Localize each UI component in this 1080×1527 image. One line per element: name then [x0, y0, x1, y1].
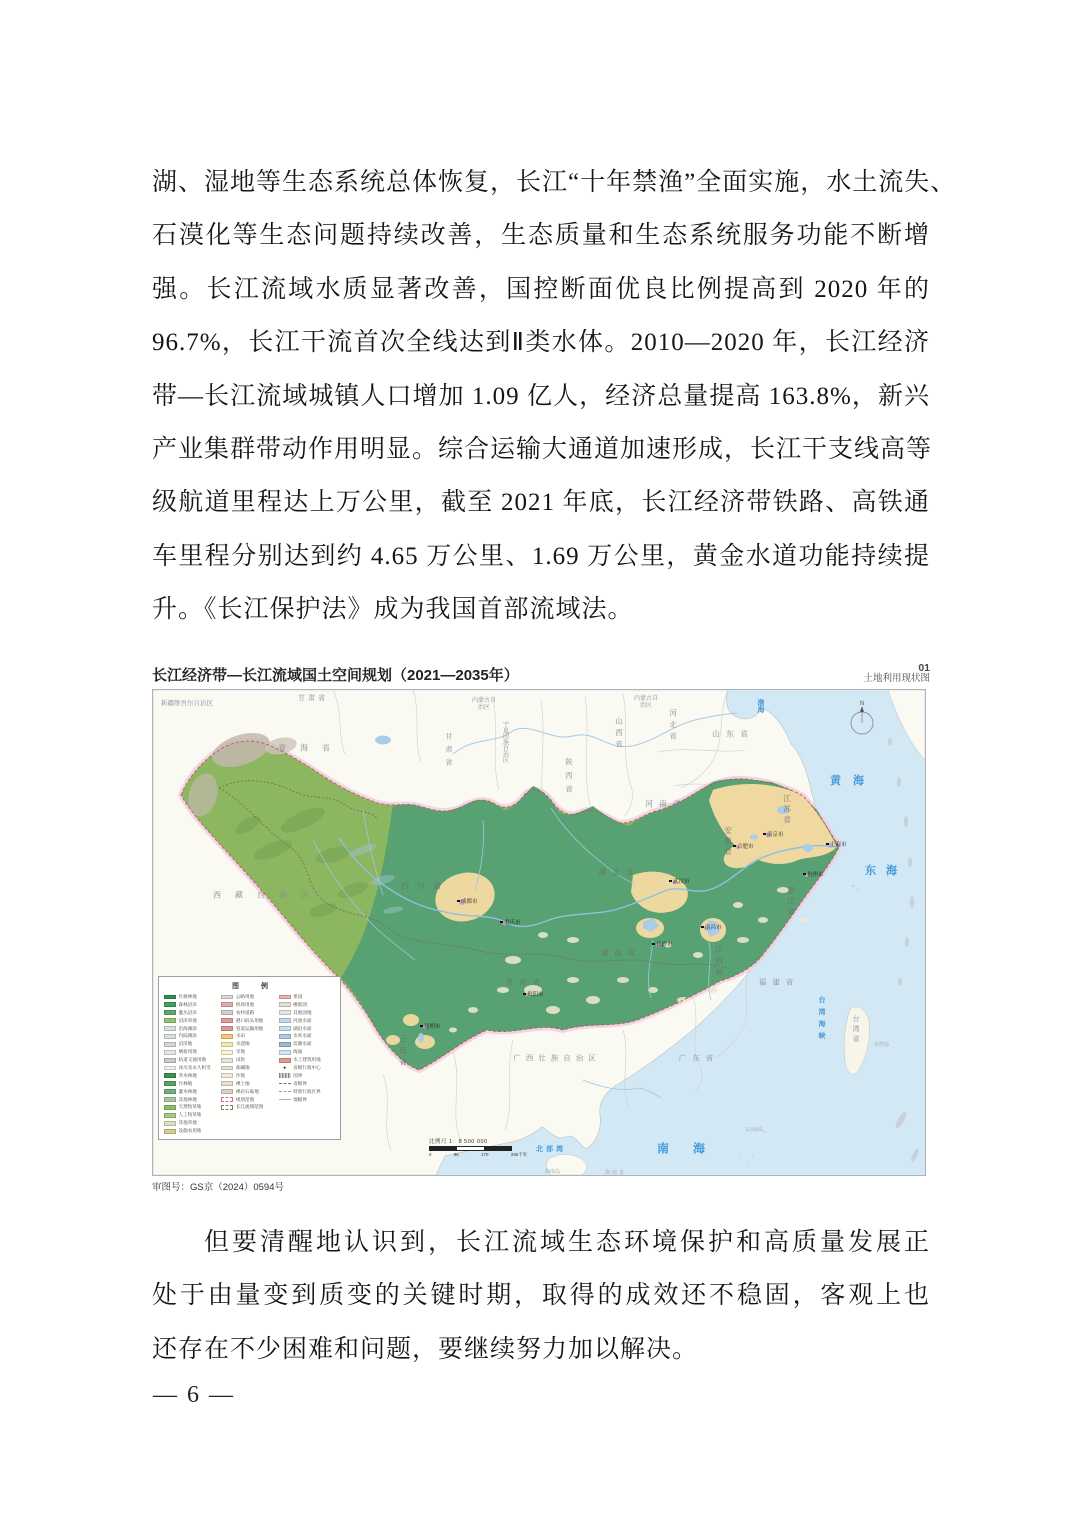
legend-swatch: [164, 1081, 176, 1086]
legend-swatch: [279, 1018, 291, 1023]
label-xinjiang: 新疆维吾尔自治区: [161, 699, 213, 707]
legend-item: [164, 1128, 221, 1134]
legend-item: [279, 1041, 336, 1047]
legend-item: [164, 1104, 221, 1110]
legend-item: [279, 1081, 336, 1087]
figure-index-caption: 土地利用现状图: [863, 673, 930, 685]
figure-title: 长江经济带—长江流域国土空间规划（2021—2035年）: [152, 666, 519, 684]
legend-item-label: 沼泽草地: [178, 1017, 197, 1023]
legend-item-label: 水工建筑用地: [293, 1057, 321, 1063]
legend-item: [221, 1018, 278, 1024]
legend-item: [164, 1049, 221, 1055]
legend-item-label: 田坎: [235, 1057, 246, 1063]
city-nanjing: 南京市: [763, 830, 784, 838]
legend-swatch: [279, 1002, 291, 1007]
legend-swatch: [279, 1034, 291, 1039]
legend-item-label: 国界: [293, 1072, 303, 1078]
label-sichuan: 四川省: [401, 881, 449, 891]
label-south-china-sea: 南海: [656, 1141, 730, 1156]
legend-item: [221, 1010, 278, 1016]
text-line: 产业集群带动作用明显。综合运输大通道加速形成，长江干支线高等: [152, 435, 933, 463]
label-yellow-sea: 黄海: [830, 774, 876, 787]
legend-swatch: [164, 1002, 176, 1007]
legend-swatch: [164, 1121, 176, 1126]
legend-item: [279, 1097, 336, 1103]
legend-item: [279, 1002, 336, 1008]
label-east-china-sea: 东海: [865, 864, 907, 877]
legend-item-label: 河流水面: [293, 1017, 312, 1023]
legend-item: [279, 1089, 336, 1095]
label-fujian: 福建省: [758, 977, 800, 987]
city-kunming: 昆明市: [420, 1022, 441, 1030]
legend-swatch: [221, 1034, 233, 1039]
city-chongqing: 重庆市: [500, 918, 521, 926]
legend-item-label: 湖泊水面: [293, 1025, 312, 1031]
city-hefei: 合肥市: [733, 842, 754, 850]
label-hunan: 湖南省: [600, 948, 642, 958]
legend-item-label: 其他园地: [293, 1009, 312, 1015]
legend-swatch: [164, 1073, 176, 1078]
label-taiwan-strait: 台湾海峡: [818, 995, 825, 1044]
label-jiangsu: 江苏省: [782, 794, 792, 826]
legend-swatch: [164, 1089, 176, 1094]
legend-item-label: 裸土地: [235, 1080, 250, 1086]
legend-item-label: 内陆滩涂: [178, 1033, 197, 1039]
city-wuhan: 武汉市: [669, 877, 690, 885]
legend-swatch: [221, 1058, 233, 1063]
legend-item: [221, 1002, 278, 1008]
text-line: 还存在不少困难和问题，要继续努力加以解决。: [152, 1335, 699, 1363]
legend-swatch: [221, 1010, 233, 1015]
label-guizhou: 贵州省: [505, 977, 547, 987]
legend-item: [164, 1097, 221, 1103]
legend-item-label: 灌木林地: [178, 1088, 197, 1094]
legend-item-label: 港口码头用地: [235, 1017, 264, 1023]
text-line: 96.7%，长江干流首次全线达到Ⅱ类水体。2010—2020 年，长江经济: [152, 329, 930, 357]
legend-item-label: 水田: [235, 1033, 246, 1039]
legend-item-label: 盐碱地: [235, 1065, 250, 1070]
map-figure: [152, 662, 930, 1193]
legend-item-label: 沙地: [235, 1072, 246, 1078]
legend-swatch: [279, 1058, 291, 1063]
label-xizang: 西藏自治区: [213, 890, 323, 900]
legend-swatch: [164, 1050, 176, 1055]
legend-item-label: 旱地: [235, 1049, 246, 1055]
legend-item-label: 轨道交通用地: [178, 1057, 207, 1063]
legend-item-label: 沼泽地: [178, 1041, 193, 1047]
legend-item-label: 水浇地: [235, 1041, 250, 1047]
label-qinghai: 青海省: [278, 743, 344, 753]
label-dongsha-islands: 东沙群岛: [745, 1126, 763, 1132]
legend-swatch: [164, 1034, 176, 1039]
legend-item-label: 天然牧草地: [178, 1104, 202, 1110]
legend-item: [279, 1049, 336, 1055]
legend-item-label: 海面: [293, 1049, 303, 1055]
legend-item: [221, 1049, 278, 1055]
label-hainan-island: 海南岛: [545, 1168, 561, 1175]
legend-item: [164, 1081, 221, 1087]
legend-item: [221, 1041, 278, 1047]
legend-item: [279, 1057, 336, 1063]
legend-swatch: [164, 1010, 176, 1015]
text-line: 级航道里程达上万公里，截至 2021 年底，长江经济带铁路、高铁通: [152, 489, 930, 517]
legend-swatch: [279, 1099, 291, 1100]
legend-item-label: 竹林地: [178, 1080, 193, 1086]
legend-item: [221, 1026, 278, 1032]
legend-swatch: [221, 995, 233, 1000]
scale-bar-graphic: [429, 1146, 512, 1151]
city-changsha: 长沙市: [652, 940, 673, 948]
legend-item: [279, 1073, 336, 1079]
label-hebei: 河北省: [668, 708, 678, 744]
legend-item-label: 规划范围: [235, 1096, 255, 1102]
legend-swatch: [221, 1018, 233, 1023]
legend-item-label: 果园: [293, 993, 303, 999]
legend-swatch: [221, 1105, 233, 1110]
legend-swatch: [164, 995, 176, 1000]
legend-swatch: [164, 1097, 176, 1102]
legend-swatch: [164, 1042, 176, 1047]
legend-item-label: 公路用地: [235, 993, 255, 999]
label-anhui: 安徽省: [723, 826, 733, 858]
legend-swatch: [221, 1073, 233, 1078]
city-nanchang: 南昌市: [701, 923, 722, 931]
legend-swatch: [279, 1073, 291, 1078]
legend-swatch: [164, 1129, 176, 1134]
legend-swatch: [164, 1026, 176, 1031]
label-gansu-right: 甘肃省: [445, 732, 452, 772]
label-neimenggu-1: 内蒙古自治区: [471, 697, 496, 712]
legend-item: [221, 994, 278, 1000]
legend-item-label: 橡胶园: [293, 1001, 307, 1007]
legend-item-label: 省级界: [293, 1080, 307, 1086]
label-guangxi: 广西壮族自治区: [513, 1053, 601, 1063]
legend-item: [164, 1033, 221, 1039]
legend-swatch: [221, 1081, 233, 1086]
legend-item: [164, 994, 221, 1000]
label-taiwan: 台湾省: [852, 1014, 859, 1045]
legend-item-label: 地级界: [293, 1096, 307, 1102]
city-chengdu: 成都市: [457, 897, 478, 905]
legend-swatch: [164, 1058, 176, 1063]
label-neimenggu-2: 内蒙古自治区: [633, 695, 658, 710]
label-zhejiang: 浙江省: [786, 886, 796, 918]
legend-item-label: 长江流域范围: [235, 1104, 264, 1110]
legend-item: [221, 1089, 278, 1095]
legend-swatch: [279, 1091, 291, 1092]
legend-item-label: 坑塘水面: [293, 1041, 312, 1047]
label-ningxia: 宁夏回族自治区: [501, 720, 508, 763]
city-guiyang: 贵阳市: [523, 990, 544, 998]
label-guangdong: 广东省: [678, 1053, 720, 1063]
legend-item-label: 水库水面: [293, 1033, 312, 1039]
legend-item-label: 晒盐用地: [178, 1049, 197, 1055]
legend-swatch: [279, 995, 291, 1000]
legend-item-label: 农村道路: [235, 1009, 255, 1015]
legend-swatch: [221, 1050, 233, 1055]
label-hubei: 湖北省: [598, 867, 640, 877]
legend-item: [279, 1065, 336, 1071]
label-shandong: 山东省: [712, 729, 754, 739]
text-line: 湖、湿地等生态系统总体恢复，长江“十年禁渔”全面实施，水土流失、: [152, 169, 957, 196]
legend-swatch: [279, 1083, 291, 1084]
legend-item: [221, 1073, 278, 1079]
text-line: 带—长江流域城镇人口增加 1.09 亿人，经济总量提高 163.8%，新兴: [152, 382, 930, 410]
figure-header: [152, 662, 930, 685]
paragraph-2: [152, 1216, 930, 1376]
label-shanxi: 山西省: [614, 716, 624, 752]
legend-item: [164, 1041, 221, 1047]
legend-column-2: [221, 994, 278, 1136]
label-yunnan: 云南省: [398, 1034, 408, 1070]
legend-item-label: 裸岩石砾地: [235, 1088, 259, 1094]
legend-item: [221, 1057, 278, 1063]
text-line: 升。《长江保护法》成为我国首部流域法。: [152, 596, 634, 624]
text-line: 处于由量变到质变的关键时期，取得的成效还不稳固，客观上也: [152, 1282, 930, 1310]
legend-item-label: 冰川及永久积雪: [178, 1065, 211, 1070]
legend-item: [279, 1010, 336, 1016]
legend-swatch: ●: [283, 1064, 287, 1070]
legend-swatch: [164, 1105, 176, 1110]
map-canvas: [152, 689, 926, 1176]
legend-columns: [164, 994, 336, 1136]
legend-item: [164, 1018, 221, 1024]
legend-swatch: [279, 1042, 291, 1047]
legend-item: [164, 1089, 221, 1095]
text-line: 石漠化等生态问题持续改善，生态质量和生态系统服务功能不断增: [152, 222, 930, 250]
legend-item: [279, 1018, 336, 1024]
label-shaanxi: 陕西省: [564, 757, 574, 799]
legend-swatch: [221, 1026, 233, 1031]
legend-item-label: 红树林地: [178, 993, 197, 999]
legend-swatch: [164, 1018, 176, 1023]
legend-item: [164, 1112, 221, 1118]
legend-item: [164, 1026, 221, 1032]
legend-swatch: [221, 1097, 233, 1102]
legend-item: [221, 1104, 278, 1110]
legend-item-label: 特别行政区界: [293, 1088, 321, 1094]
legend-item-label: 其他林地: [178, 1096, 197, 1102]
legend-swatch: [221, 1042, 233, 1047]
label-beibu-gulf: 北部湾: [536, 1145, 566, 1153]
city-shanghai: 上海市: [826, 840, 847, 848]
legend-item-label: 森林沼泽: [178, 1001, 197, 1007]
label-jiangxi: 江西省: [714, 944, 724, 980]
legend-item: [221, 1081, 278, 1087]
paragraph-1: [152, 156, 957, 637]
scale-ticks: 0 85 170 255千米: [429, 1152, 527, 1158]
legend-swatch: [221, 1066, 233, 1071]
figure-corner-label: [863, 662, 930, 685]
legend-item: [279, 1026, 336, 1032]
text-line: 车里程分别达到约 4.65 万公里、1.69 万公里，黄金水道功能持续提: [152, 542, 930, 570]
legend-item-label: 管道运输用地: [235, 1025, 264, 1031]
text-line: 但要清醒地认识到，长江流域生态环境保护和高质量发展正: [204, 1229, 930, 1256]
legend-item-label: 人工牧草地: [178, 1112, 202, 1118]
legend-item-label: 机场用地: [235, 1001, 255, 1007]
scale-label: 比例尺 1：8 500 000: [429, 1138, 488, 1145]
legend-item: [221, 1065, 278, 1071]
figure-index: 01: [918, 662, 930, 674]
legend-swatch: [279, 1010, 291, 1015]
legend-item: [221, 1033, 278, 1039]
legend-item: [164, 1002, 221, 1008]
legend-swatch: [279, 1050, 291, 1055]
text-line: 强。长江流域水质显著改善，国控断面优良比例提高到 2020 年的: [152, 275, 930, 303]
legend-swatch: [221, 1089, 233, 1094]
legend-item: [164, 1065, 221, 1071]
label-taiwan-island: 台湾岛: [874, 1041, 890, 1048]
legend-item-label: 沿海滩涂: [178, 1025, 197, 1031]
legend-swatch: [221, 1002, 233, 1007]
legend-item-label: 省级行政中心: [293, 1065, 321, 1070]
compass-north-label: N: [859, 700, 865, 707]
legend-column-1: [164, 994, 221, 1136]
legend-title: 图 例: [232, 982, 278, 990]
legend-item-label: 其他草地: [178, 1120, 197, 1126]
legend-item: [164, 1057, 221, 1063]
legend-swatch: [279, 1026, 291, 1031]
scale-bar: [429, 1137, 541, 1158]
page-number: — 6 —: [153, 1382, 235, 1408]
city-hangzhou: 杭州市: [803, 870, 824, 878]
legend-swatch: [164, 1066, 176, 1071]
legend-item: [279, 1033, 336, 1039]
legend-item-label: 灌丛沼泽: [178, 1009, 197, 1015]
legend-item: [164, 1120, 221, 1126]
map-legend: [158, 976, 341, 1140]
map-approval-number: 审图号：GS京（2024）0594号: [152, 1181, 284, 1193]
legend-swatch: [164, 1113, 176, 1118]
legend-item-label: 乔木林地: [178, 1072, 197, 1078]
label-bohai-sea: 渤海: [757, 698, 764, 713]
legend-item: [164, 1010, 221, 1016]
legend-item-label: 设施农用地: [178, 1128, 202, 1134]
legend-item: [221, 1097, 278, 1103]
label-henan: 河南省: [645, 799, 687, 809]
label-hainan-province: 海南省: [605, 1169, 627, 1176]
legend-item: [279, 994, 336, 1000]
legend-column-3: [279, 994, 336, 1136]
legend-item: [164, 1073, 221, 1079]
label-gansu-top: 甘肃省: [298, 694, 328, 702]
